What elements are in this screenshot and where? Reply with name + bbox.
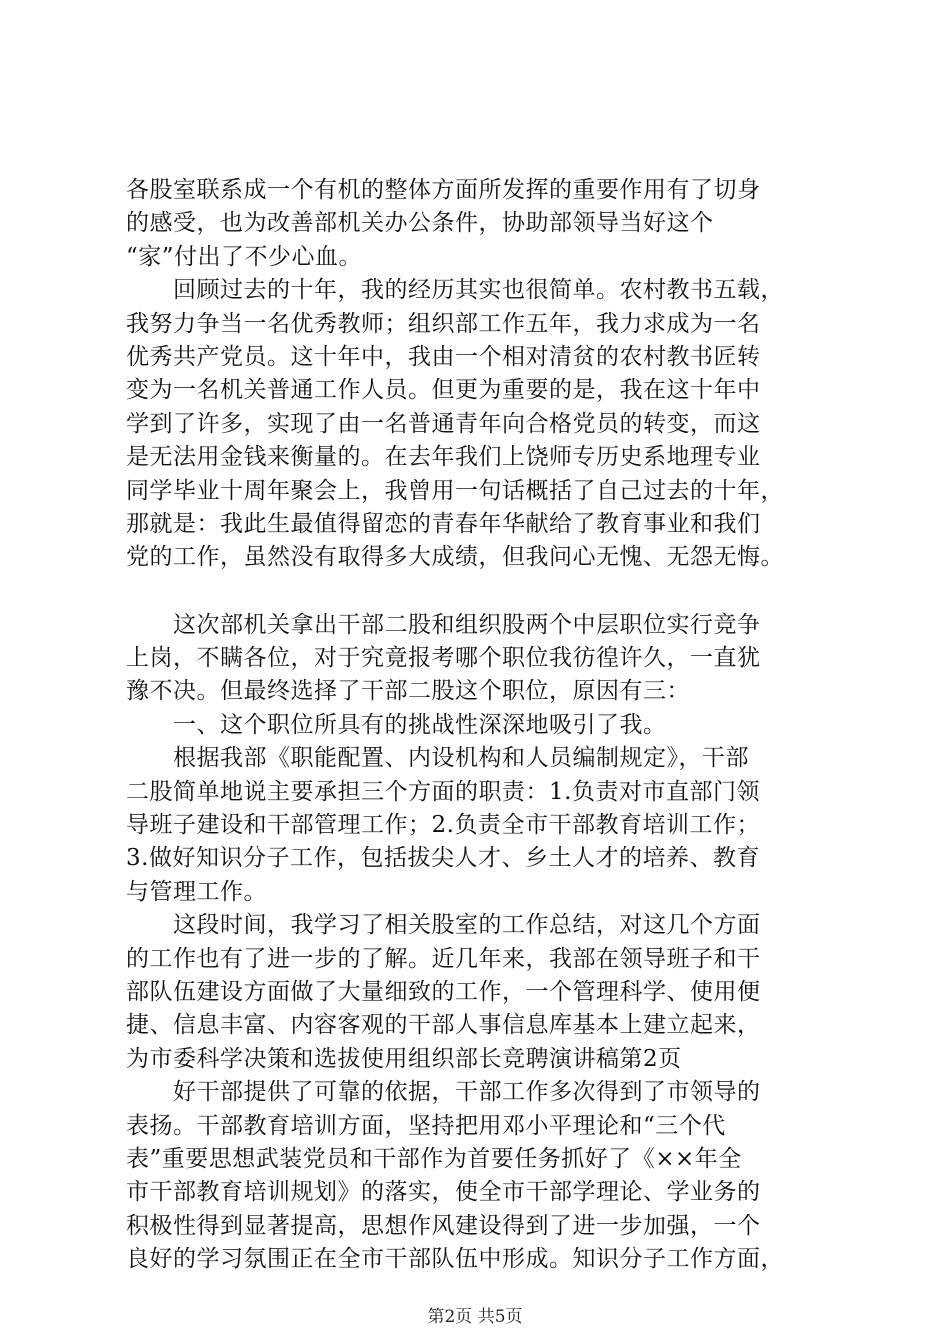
- text-line: 捷、信息丰富、内容客观的干部人事信息库基本上建立起来，: [126, 1012, 761, 1039]
- text-line: 一、这个职位所具有的挑战性深深地吸引了我。: [126, 711, 667, 738]
- text-line: 我努力争当一名优秀教师；组织部工作五年，我力求成为一名: [126, 310, 761, 337]
- text-line: 这次部机关拿出干部二股和组织股两个中层职位实行竞争: [126, 611, 761, 638]
- text-line: 表扬。干部教育培训方面，坚持把用邓小平理论和“三个代: [126, 1112, 726, 1139]
- paragraph-gap: [126, 575, 836, 609]
- text-line: 与管理工作。: [126, 878, 267, 905]
- text-line: 变为一名机关普通工作人员。但更为重要的是，我在这十年中: [126, 377, 761, 404]
- text-line: 学到了许多，实现了由一名普通青年向合格党员的转变，而这: [126, 410, 761, 437]
- text-line: 优秀共产党员。这十年中，我由一个相对清贫的农村教书匠转: [126, 343, 761, 370]
- text-line: 那就是：我此生最值得留恋的青春年华献给了教育事业和我们: [126, 510, 761, 537]
- page-footer: 第2页 共5页: [427, 1307, 523, 1327]
- text-line: 豫不决。但最终选择了干部二股这个职位，原因有三：: [126, 678, 690, 705]
- paragraph-block-2: [126, 609, 836, 1277]
- text-line: 导班子建设和干部管理工作；2.负责全市干部教育培训工作；: [126, 812, 760, 839]
- text-line: 3.做好知识分子工作，包括拔尖人才、乡土人才的培养、教育: [126, 845, 760, 872]
- text-line: 二股简单地说主要承担三个方面的职责：1.负责对市直部门领: [126, 778, 760, 805]
- text-line: “家”付出了不少心血。: [126, 243, 363, 270]
- text-line: 是无法用金钱来衡量的。在去年我们上饶师专历史系地理专业: [126, 444, 761, 471]
- text-line: 好干部提供了可靠的依据，干部工作多次得到了市领导的: [126, 1079, 761, 1106]
- text-line: 回顾过去的十年，我的经历其实也很简单。农村教书五载，: [126, 277, 784, 304]
- text-line: 这段时间，我学习了相关股室的工作总结，对这几个方面: [126, 912, 761, 939]
- text-line: 市干部教育培训规划》的落实，使全市干部学理论、学业务的: [126, 1179, 761, 1206]
- document-body: [126, 174, 836, 1277]
- text-line: 积极性得到显著提高，思想作风建设得到了进一步加强，一个: [126, 1212, 761, 1239]
- text-line: 同学毕业十周年聚会上，我曾用一句话概括了自己过去的十年，: [126, 477, 784, 504]
- paragraph-block-1: [126, 174, 836, 575]
- text-line: 良好的学习氛围正在全市干部队伍中形成。知识分子工作方面，: [126, 1246, 784, 1273]
- text-line: 根据我部《职能配置、内设机构和人员编制规定》，干部: [126, 745, 749, 772]
- text-line: 各股室联系成一个有机的整体方面所发挥的重要作用有了切身: [126, 177, 761, 203]
- text-line: 部队伍建设方面做了大量细致的工作，一个管理科学、使用便: [126, 978, 761, 1005]
- text-line: 表”重要思想武装党员和干部作为首要任务抓好了《××年全: [126, 1145, 742, 1172]
- text-line: 党的工作，虽然没有取得多大成绩，但我问心无愧、无怨无悔。: [126, 544, 784, 571]
- text-line: 为市委科学决策和选拔使用组织部长竞聘演讲稿第2页: [126, 1045, 682, 1072]
- text-line: 上岗，不瞒各位，对于究竟报考哪个职位我彷徨许久，一直犹: [126, 645, 761, 672]
- text-line: 的工作也有了进一步的了解。近几年来，我部在领导班子和干: [126, 945, 761, 972]
- text-line: 的感受，也为改善部机关办公条件，协助部领导当好这个: [126, 210, 714, 237]
